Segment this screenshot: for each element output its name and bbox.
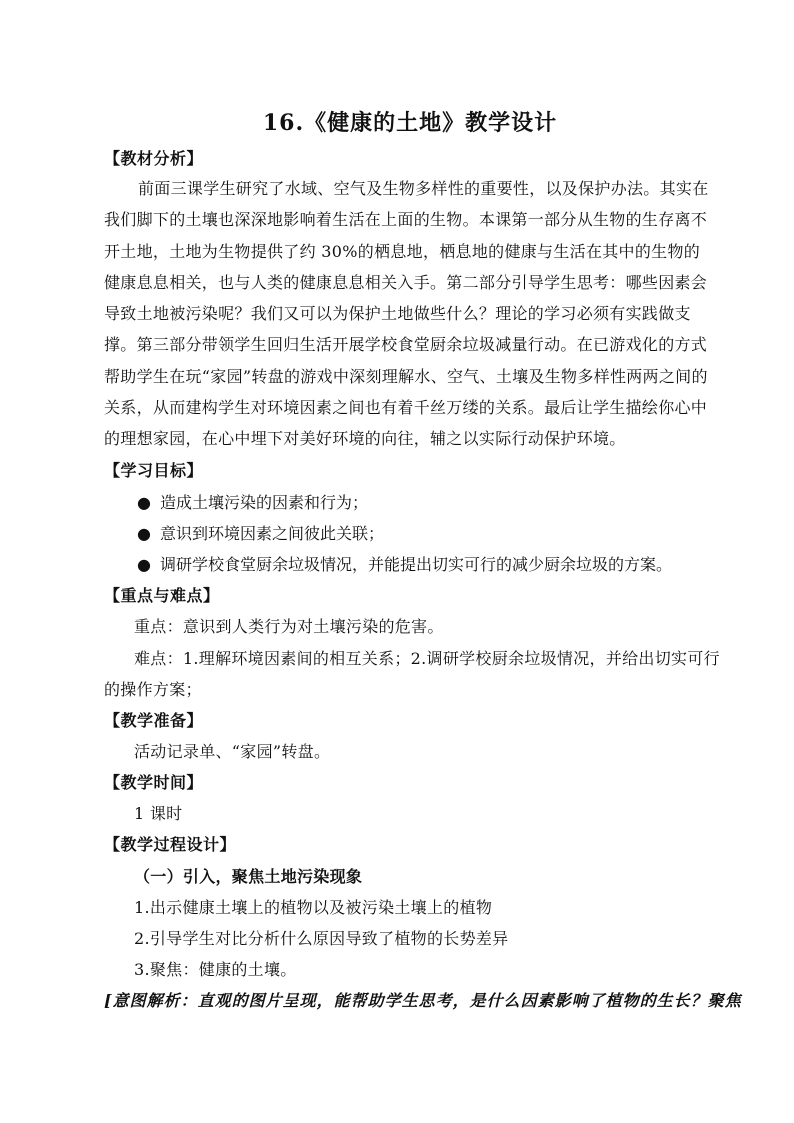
- goal-text: 造成土壤污染的因素和行为；: [160, 493, 369, 512]
- difficult-point-line2: 的操作方案；: [104, 680, 202, 699]
- heading-analysis: 【教材分析】: [104, 149, 204, 168]
- goal-text: 意识到环境因素之间彼此关联；: [160, 524, 385, 543]
- goal-item: [137, 490, 368, 513]
- process-step: 1.出示健康土壤上的植物以及被污染土壤上的植物: [134, 898, 493, 917]
- heading-key-points: 【重点与难点】: [104, 586, 220, 605]
- heading-process: 【教学过程设计】: [104, 835, 237, 854]
- heading-preparation: 【教学准备】: [104, 711, 204, 730]
- difficult-point-line1: 难点：1.理解环境因素间的相互关系；2.调研学校厨余垃圾情况，并给出切实可行: [134, 649, 720, 668]
- process-step: 2.引导学生对比分析什么原因导致了植物的长势差异: [134, 929, 509, 948]
- heading-time: 【教学时间】: [104, 773, 204, 792]
- document-title: 16.《健康的土地》教学设计: [262, 110, 558, 136]
- bullet-icon: ●: [137, 493, 151, 512]
- goal-item: [137, 521, 384, 544]
- preparation-text: 活动记录单、“家园”转盘。: [134, 742, 331, 761]
- process-step: 3.聚焦：健康的土壤。: [134, 960, 297, 979]
- bullet-icon: ●: [137, 555, 151, 574]
- intent-note: [意图解析：直观的图片呈现，能帮助学生思考，是什么因素影响了植物的生长？聚焦: [104, 991, 742, 1010]
- goal-item: [137, 552, 672, 575]
- analysis-text: 前面三课学生研究了水域、空气及生物多样性的重要性，以及保护办法。其实在我们脚下的土壤也深深地影响着生活在上面的生物。本课第一部分从生物的生存离不开土地，土地为生物提供了约 30%的栖息地，栖息地的健康与生活在其中的生物的健康息息相关，也与人类的健康息息相关入手。第二部分引导学生思考：哪些因素会导致土地被污染呢？我们又可以为保护土地做些什么？理论的学习必须有实践做支撑。第三部分带领学生回归生活开展学校食堂厨余垃圾减量行动。在已游戏化的方式帮助学生在玩“家园”转盘的游戏中深刻理解水、空气、土壤及生物多样性两两之间的关系，从而建构学生对环境因素之间也有着千丝万缕的关系。最后让学生描绘你心中的理想家园，在心中埋下对美好环境的向往，辅之以实际行动保护环境。: [104, 179, 709, 449]
- time-text: 1 课时: [134, 804, 183, 823]
- bullet-icon: ●: [137, 524, 151, 543]
- analysis-paragraph: [104, 173, 716, 455]
- heading-goals: 【学习目标】: [104, 461, 204, 480]
- goal-text: 调研学校食堂厨余垃圾情况，并能提出切实可行的减少厨余垃圾的方案。: [160, 555, 673, 574]
- key-point-text: 重点：意识到人类行为对土壤污染的危害。: [134, 617, 444, 636]
- process-subheading: （一）引入，聚焦土地污染现象: [134, 867, 363, 886]
